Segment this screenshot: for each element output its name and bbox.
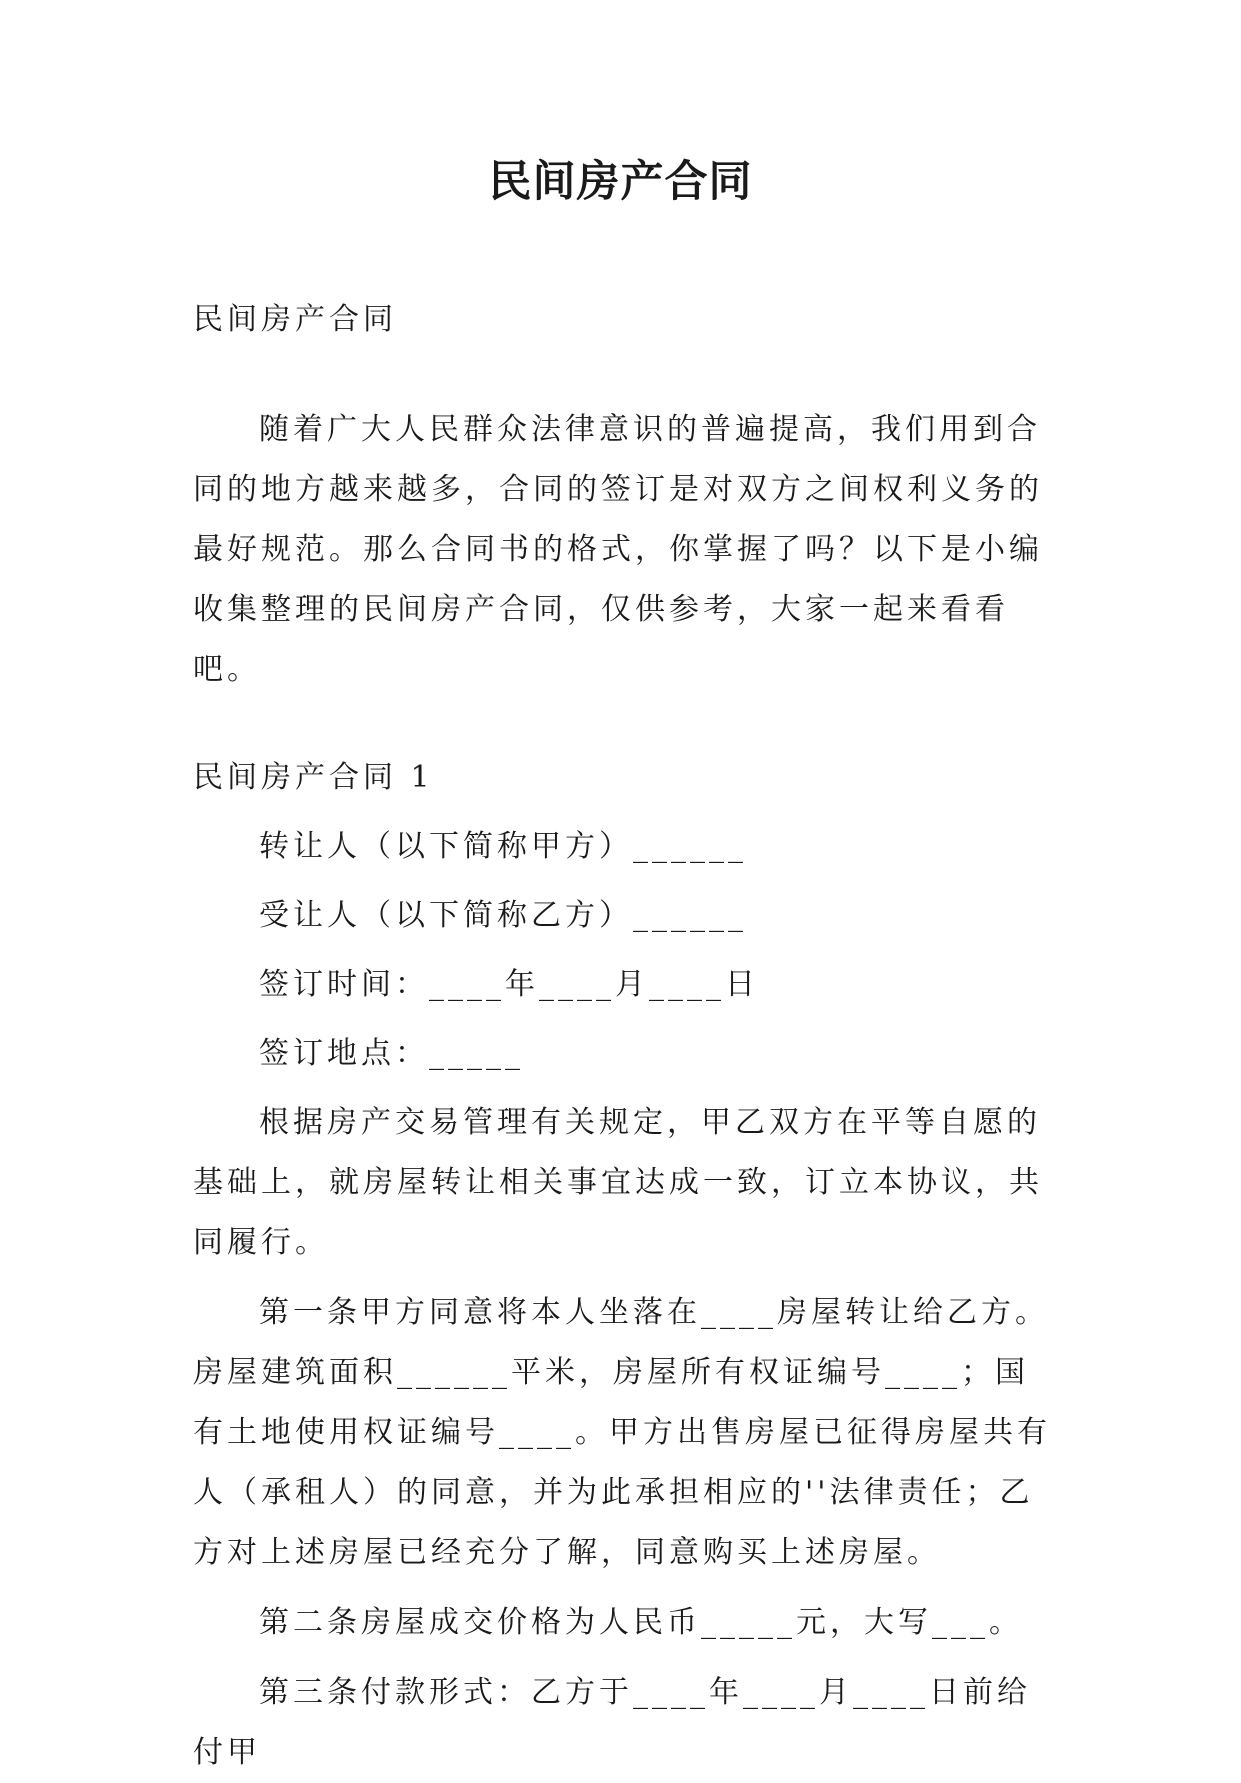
sign-date-line: 签订时间：____年____月____日	[259, 967, 759, 1002]
document-body	[193, 290, 1053, 1783]
intro-paragraph: 随着广大人民群众法律意识的普遍提高，我们用到合同的地方越来越多，合同的签订是对双方之间权利义务的最好规范。那么合同书的格式，你掌握了吗？以下是小编收集整理的民间房产合同，仅供参考，大家一起来看看吧。	[193, 412, 1043, 687]
document-title: 民间房产合同	[488, 157, 753, 207]
transferor-line: 转让人（以下简称甲方）______	[259, 829, 747, 864]
article-2-paragraph: 第二条房屋成交价格为人民币_____元，大写___。	[259, 1605, 1023, 1640]
sign-place-line: 签订地点：_____	[259, 1036, 524, 1071]
article-3-paragraph: 第三条付款形式：乙方于____年____月____日前给付甲	[193, 1675, 1031, 1770]
article-1-paragraph: 第一条甲方同意将本人坐落在____房屋转让给乙方。房屋建筑面积______平米，房屋所有权证编号____；国有土地使用权证编号____。甲方出售房屋已征得房屋共有人（承租人）的同意，并为此承担相应的''法律责任；乙方对上述房屋已经充分了解，同意购买上述房屋。	[193, 1295, 1051, 1570]
section-heading: 民间房产合同 1	[193, 760, 434, 795]
preamble-paragraph: 根据房产交易管理有关规定，甲乙双方在平等自愿的基础上，就房屋转让相关事宜达成一致，订立本协议，共同履行。	[193, 1105, 1043, 1260]
document-subtitle: 民间房产合同	[193, 302, 397, 337]
transferee-line: 受让人（以下简称乙方）______	[259, 898, 747, 933]
